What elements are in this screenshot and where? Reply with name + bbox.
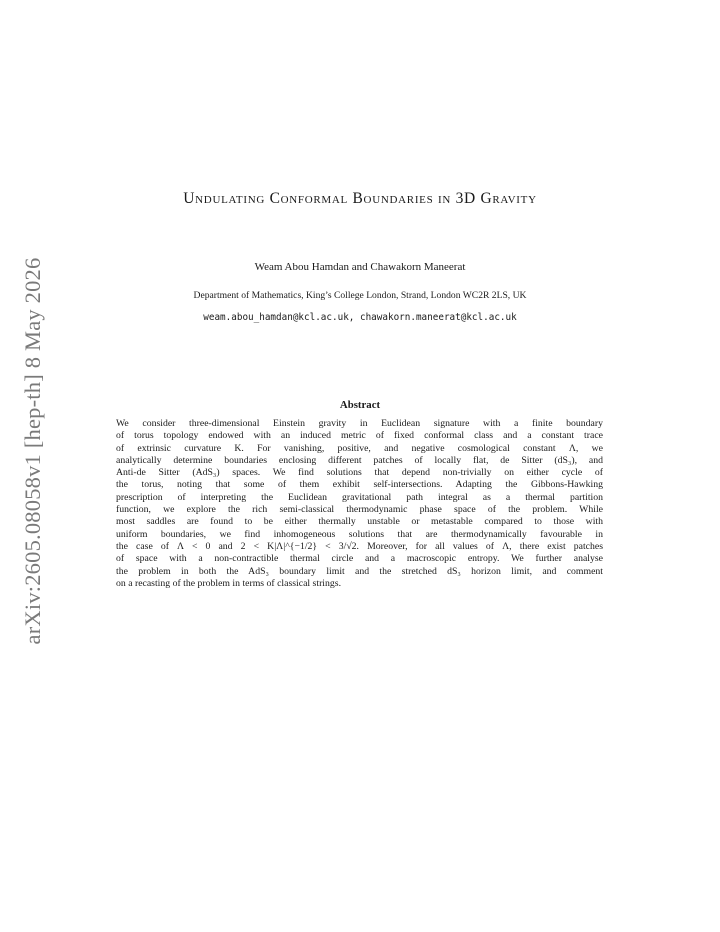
abstract-line: Anti-de Sitter (AdS₃) spaces. We find solutions that depend non-trivially on either cycle of <box>116 467 603 479</box>
abstract-heading: Abstract <box>339 399 381 411</box>
abstract-line: uniform boundaries, we find inhomogeneous solutions that are thermodynamically favourable in <box>116 528 603 540</box>
author-emails: weam.abou_hamdan@kcl.ac.uk, chawakorn.maneerat@kcl.ac.uk <box>203 312 517 323</box>
abstract-line: most saddles are found to be either thermally unstable or metastable compared to those with <box>116 516 603 528</box>
abstract-line: analytically determine boundaries enclosing different patches of locally flat, de Sitter (dS₃), and <box>116 454 603 466</box>
paper-title: Undulating Conformal Boundaries in 3D Gravity <box>183 190 537 207</box>
abstract-line: the case of Λ < 0 and 2 < K|Λ|^{−1/2} < 3/√2. Moreover, for all values of Λ, there exist patches <box>116 540 603 552</box>
abstract-body <box>116 418 603 590</box>
abstract-line: of extrinsic curvature K. For vanishing, positive, and negative cosmological constant Λ, we <box>116 442 603 454</box>
paper-authors: Weam Abou Hamdan and Chawakorn Maneerat <box>254 261 466 273</box>
abstract-line: the problem in both the AdS₃ boundary limit and the stretched dS₃ horizon limit, and comment <box>116 565 603 577</box>
abstract-line: function, we explore the rich semi-classical thermodynamic phase space of the problem. While <box>116 504 603 516</box>
arxiv-identifier: arXiv:2605.08058v1 [hep-th] 8 May 2026 <box>20 257 45 645</box>
abstract-line: of space with a non-contractible thermal circle and a macroscopic entropy. We further analyse <box>116 553 603 565</box>
abstract-line: We consider three-dimensional Einstein gravity in Euclidean signature with a finite boundary <box>116 418 603 429</box>
paper-affiliation: Department of Mathematics, King’s College London, Strand, London WC2R 2LS, UK <box>193 290 527 301</box>
abstract-line: of torus topology endowed with an induced metric of fixed conformal class and a constant trace <box>116 430 603 442</box>
abstract-line: prescription of interpreting the Euclidean gravitational path integral as a thermal partition <box>116 491 603 503</box>
abstract-line: on a recasting of the problem in terms of classical strings. <box>116 577 342 589</box>
abstract-line: the torus, noting that some of them exhibit self-intersections. Adapting the Gibbons-Hawking <box>116 479 603 491</box>
